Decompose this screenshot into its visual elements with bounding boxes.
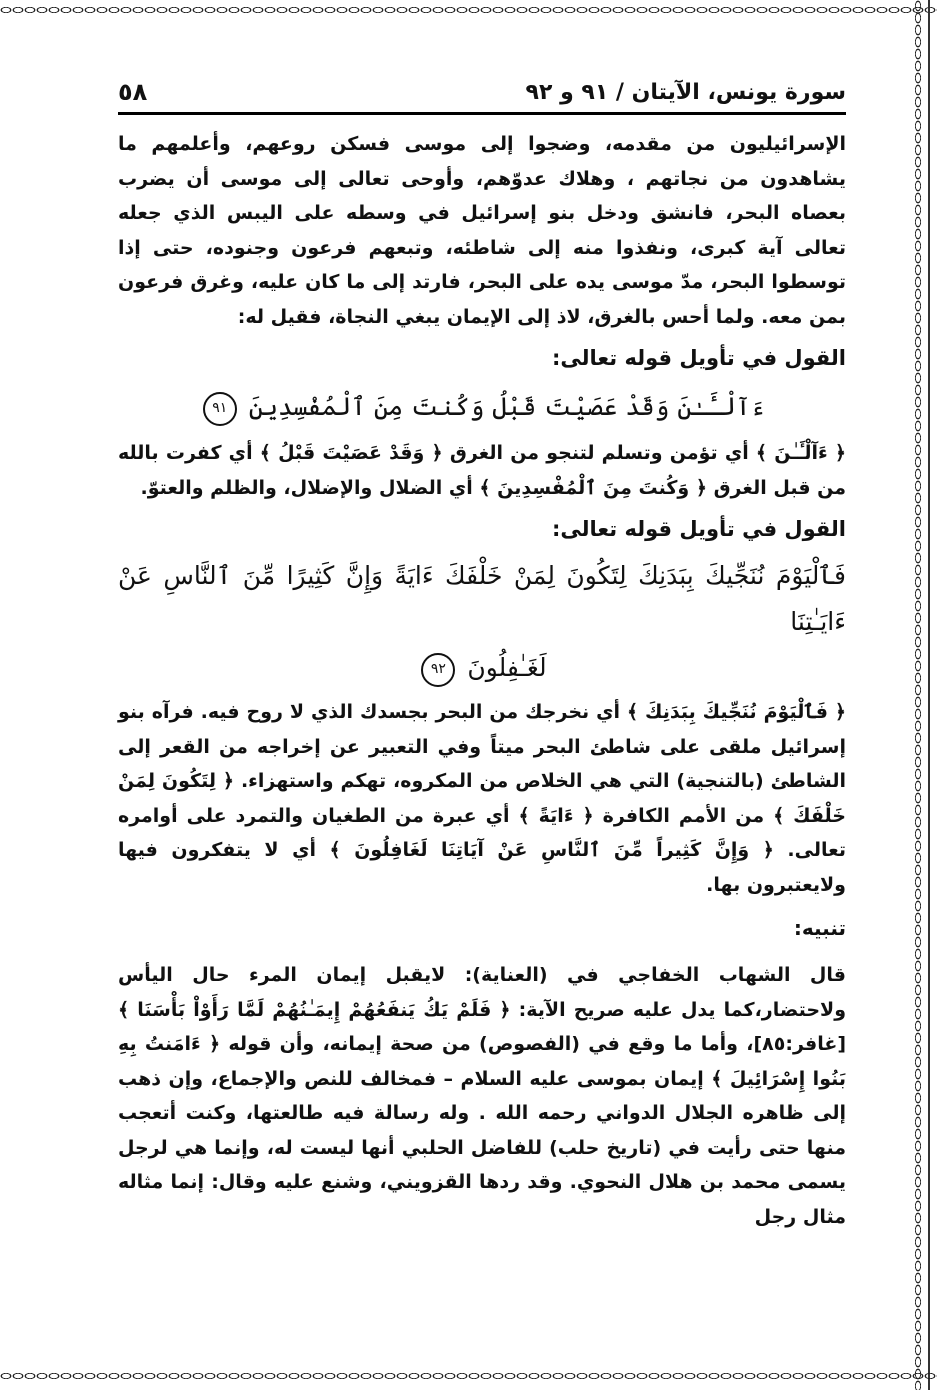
decorative-border-top xyxy=(0,4,937,16)
decorative-border-bottom xyxy=(0,1370,937,1382)
paragraph-4: قال الشهاب الخفاجي في (العناية): لايقبل إيمان المرء حال اليأس ولاحتضار،كما يدل عليه صريح الآية: ﴿ فَلَمْ يَكُ يَنفَعُهُمْ إِيمَـٰنُهُمْ لَمَّا رَأَوْاْ بَأْسَنَا ﴾ [غافر:٨٥]، وأما ما وقع في (الفصوص) من صحة إيمانه، وأن قوله ﴿ ءَامَنتُ بِهِ بَنُوا إِسْرَائِيلَ ﴾ إيمان بموسى عليه السلام – فمخالف للنص والإجماع، وإن ذهب إلى ظاهره الجلال الدواني رحمه الله . وله رسالة فيه طالعتها، وكنت أتعجب منها حتى رأيت في (تاريخ حلب) للفاضل الحلبي أنها ليست له، وإنما هي لرجل يسمى محمد بن هلال النحوي. وقد ردها القزويني، وشنع عليه وقال: إنما مثاله مثال رجل xyxy=(118,964,846,1228)
decorative-border-right-line xyxy=(928,0,930,1390)
quran-verse-92 xyxy=(118,553,846,691)
verse-line-2-text: لَغَـٰفِلُونَ xyxy=(467,653,547,682)
paragraph-3: ﴿ فَٱلْيَوْمَ نُنَجِّيكَ بِبَدَنِكَ ﴾ أي نخرجك من البحر بجسدك الذي لا روح فيه. فرآه بنو إسرائيل ملقى على شاطئ البحر ميتاً وفي التعبير عن إخراجه من القعر إلى الشاطئ (بالتنجية) التي هي الخلاص من المكروه، تهكم واستهزاء. ﴿ لِتَكُونَ لِمَنْ خَلْفَكَ ﴾ من الأمم الكافرة ﴿ ءَايَةً ﴾ أي عبرة من الطغيان والتمرد على أوامره تعالى. ﴿ وَإِنَّ كَثِيراً مِّنَ ٱلنَّاسِ عَنْ آيَاتِنَا لَغَافِلُونَ ﴾ أي لا يتفكرون فيها ولايعتبرون بها. xyxy=(118,701,846,896)
header-title: سورة يونس، الآيتان / ٩١ و ٩٢ xyxy=(525,79,846,105)
section-heading-1: القول في تأويل قوله تعالى: xyxy=(552,346,846,370)
note-label: تنبيه: xyxy=(793,916,846,940)
page-number: ٥٨ xyxy=(118,78,148,106)
verse-line-2 xyxy=(118,645,846,691)
running-header xyxy=(118,72,846,115)
paragraph-2: ﴿ ءَآلْـَٔـٰنَ ﴾ أي تؤمن وتسلم لتنجو من الغرق ﴿ وَقَدْ عَصَيْتَ قَبْلُ ﴾ أي كفرت بالله من قبل الغرق ﴿ وَكُنتَ مِنَ ٱلْمُفْسِدِينَ ﴾ أي الضلال والإضلال، والظلم والعتوّ. xyxy=(118,442,846,499)
quran-verse-91 xyxy=(118,382,846,432)
page-body xyxy=(118,72,846,1234)
verse-line-1: فَٱلْيَوْمَ نُنَجِّيكَ بِبَدَنِكَ لِتَكُونَ لِمَنْ خَلْفَكَ ءَايَةً وَإِنَّ كَثِيرًا مِّنَ ٱلنَّاسِ عَنْ ءَايَـٰتِنَا xyxy=(118,561,846,636)
verse-text: ءَآلْـَٔـٰنَ وَقَدْ عَصَيْتَ قَبْلُ وَكُنتَ مِنَ ٱلْمُفْسِدِينَ xyxy=(248,392,766,421)
paragraph-1: الإسرائيليون من مقدمه، وضجوا إلى موسى فسكن روعهم، وأعلمهم ما يشاهدون من نجاتهم ، وهلاك عدوّهم، وأوحى تعالى إلى موسى أن يضرب بعصاه البحر، فانشق ودخل بنو إسرائيل في وسطه على اليبس الذي جعله تعالى آية كبرى، ونفذوا منه إلى شاطئه، وتبعهم فرعون وجنوده، حتى إذا توسطوا البحر، مدّ موسى يده على البحر، فارتد إلى ما كان عليه، وغرق فرعون بمن معه. ولما أحس بالغرق، لاذ إلى الإيمان يبغي النجاة، فقيل له: xyxy=(118,133,846,328)
verse-number-badge: ٩١ xyxy=(203,392,237,426)
decorative-border-right xyxy=(912,0,924,1390)
verse-number-badge: ٩٢ xyxy=(421,653,455,687)
section-heading-2: القول في تأويل قوله تعالى: xyxy=(552,517,846,541)
